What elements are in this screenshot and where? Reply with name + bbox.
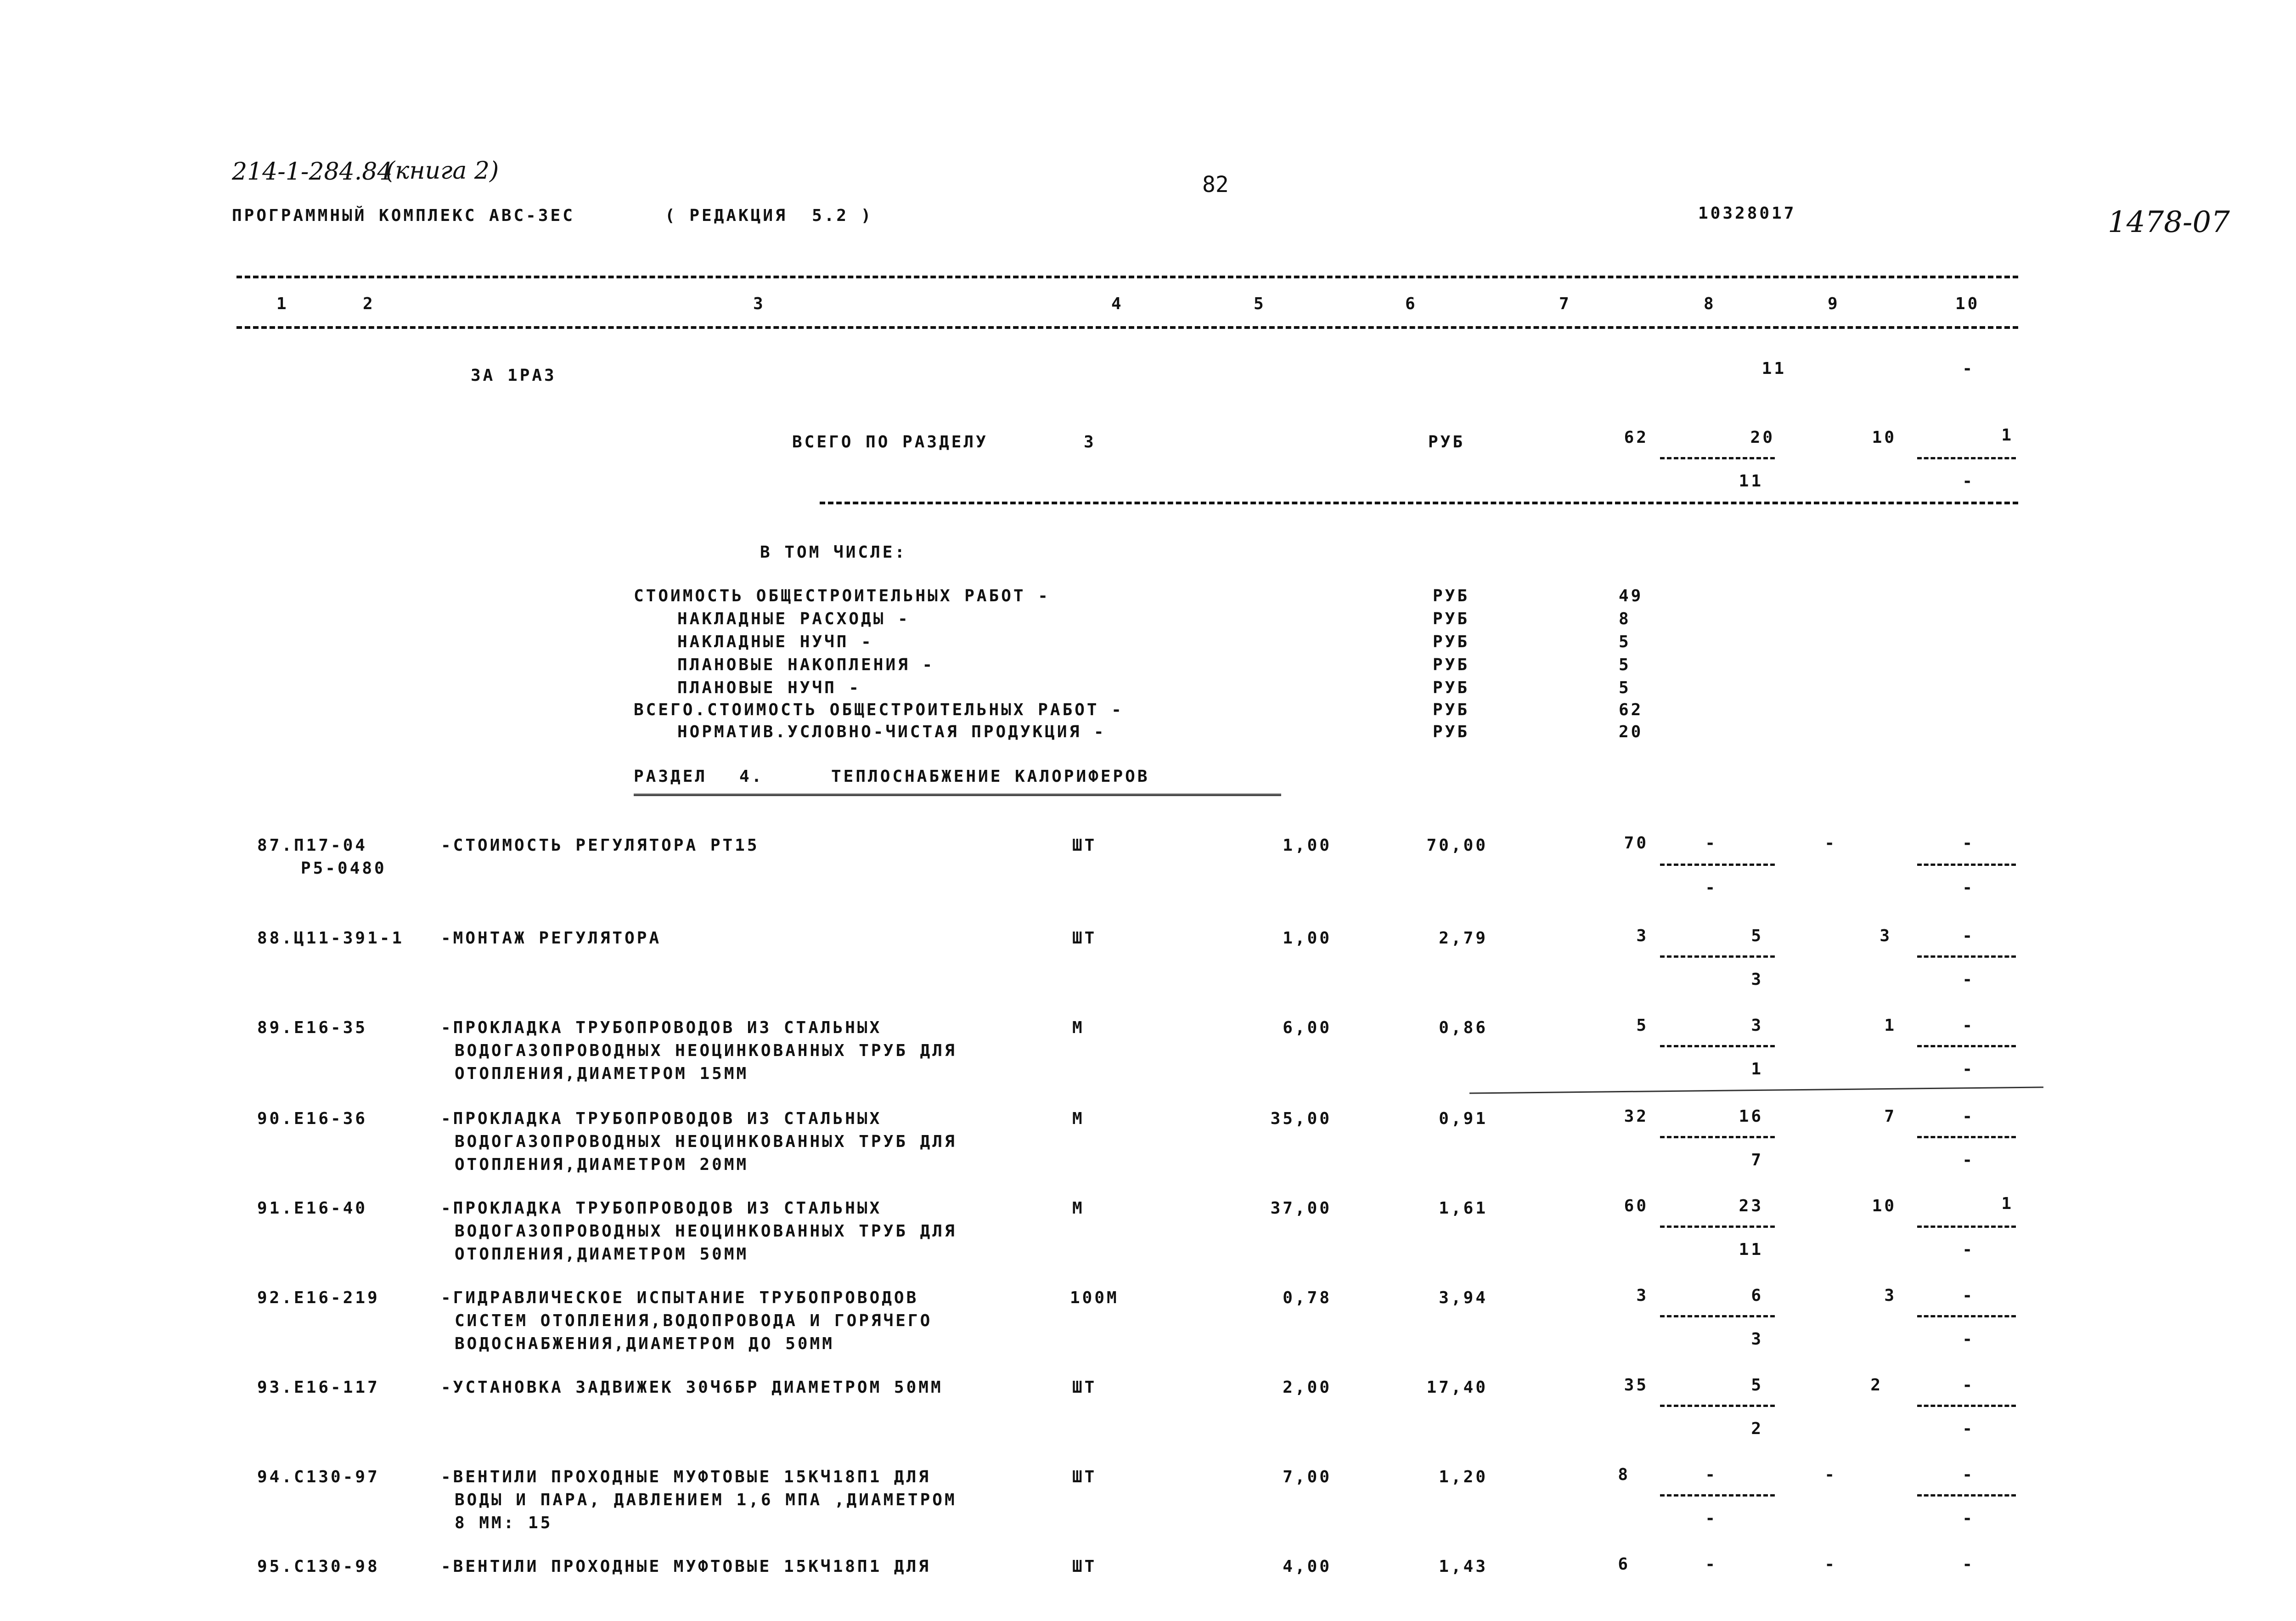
item-col8-bottom: - <box>1705 1509 1717 1528</box>
item-description: -МОНТАЖ РЕГУЛЯТОРА <box>441 929 662 948</box>
item-description: ОТОПЛЕНИЯ,ДИАМЕТРОМ 15ММ <box>455 1064 749 1083</box>
item-code: 95.С130-98 <box>257 1557 380 1576</box>
item-col8-fraction-line <box>1660 1494 1775 1497</box>
item-unit-price: 70,00 <box>1426 836 1488 855</box>
breakdown-label: НАКЛАДНЫЕ НУЧП - <box>677 633 873 651</box>
breakdown-label: СТОИМОСТЬ ОБЩЕСТРОИТЕЛЬНЫХ РАБОТ - <box>634 587 1050 605</box>
item-col8-fraction-line <box>1660 1405 1775 1407</box>
item-unit: ШТ <box>1072 929 1097 948</box>
item-description: -СТОИМОСТЬ РЕГУЛЯТОРА РТ15 <box>441 836 760 855</box>
item-description: -ГИДРАВЛИЧЕСКОЕ ИСПЫТАНИЕ ТРУБОПРОВОДОВ <box>441 1288 919 1307</box>
section-total-col8-fraction-line <box>1660 457 1775 459</box>
handwritten-stroke <box>1469 1086 2043 1094</box>
item-description: ВОДОГАЗОПРОВОДНЫХ НЕОЦИНКОВАННЫХ ТРУБ ДЛЯ <box>455 1132 957 1151</box>
item-col7: 8 <box>1618 1465 1630 1484</box>
item-quantity: 6,00 <box>1283 1018 1332 1037</box>
item-code: 93.Е16-117 <box>257 1378 380 1397</box>
item-col8-top: 16 <box>1739 1107 1763 1126</box>
item-col10-top: - <box>1962 1376 1975 1395</box>
item-col8-bottom: 1 <box>1751 1060 1763 1079</box>
item-col8-top: 23 <box>1739 1197 1763 1215</box>
item-description: ОТОПЛЕНИЯ,ДИАМЕТРОМ 20ММ <box>455 1155 749 1174</box>
section-label: РАЗДЕЛ <box>634 767 708 786</box>
item-description: СИСТЕМ ОТОПЛЕНИЯ,ВОДОПРОВОДА И ГОРЯЧЕГО <box>455 1311 933 1330</box>
item-col10-top: 1 <box>2001 1194 2014 1213</box>
header-rule-bottom <box>236 326 2018 329</box>
item-col10-fraction-line <box>1917 1226 2016 1228</box>
item-unit: ШТ <box>1072 1468 1097 1486</box>
item-description: 8 ММ: 15 <box>455 1514 553 1532</box>
item-col10-fraction-line <box>1917 1494 2016 1497</box>
item-quantity: 2,00 <box>1283 1378 1332 1397</box>
item-col8-bottom: 3 <box>1751 1330 1763 1349</box>
item-quantity: 37,00 <box>1270 1199 1332 1218</box>
breakdown-value: 20 <box>1619 723 1643 741</box>
item-code-secondary: Р5-0480 <box>301 859 387 878</box>
item-col9: 1 <box>1884 1016 1896 1035</box>
breakdown-title: В ТОМ ЧИСЛЕ: <box>760 543 907 562</box>
item-description: ВОДЫ И ПАРА, ДАВЛЕНИЕМ 1,6 МПА ,ДИАМЕТРОМ <box>455 1491 957 1509</box>
item-col10-fraction-line <box>1917 955 2016 958</box>
edition-label: ( РЕДАКЦИЯ 5.2 ) <box>665 206 873 225</box>
section-title-underline <box>634 794 1281 799</box>
item-unit-price: 3,94 <box>1439 1288 1488 1307</box>
breakdown-unit: РУБ <box>1433 700 1470 719</box>
breakdown-value: 49 <box>1619 587 1643 605</box>
section-total-col8-bottom: 11 <box>1739 472 1763 491</box>
item-quantity: 1,00 <box>1283 929 1332 948</box>
breakdown-unit: РУБ <box>1433 655 1470 674</box>
handwritten-stamp: 1478-07 <box>2108 205 2230 239</box>
breakdown-unit: РУБ <box>1433 633 1470 651</box>
header-rule-top <box>236 276 2018 278</box>
item-col10-top: - <box>1962 926 1975 945</box>
item-col7: 60 <box>1624 1197 1649 1215</box>
column-number: 6 <box>1405 294 1418 313</box>
breakdown-unit: РУБ <box>1433 587 1470 605</box>
column-number: 4 <box>1111 294 1124 313</box>
item-col7: 32 <box>1624 1107 1649 1126</box>
item-col7: 35 <box>1624 1376 1649 1395</box>
item-unit: М <box>1072 1018 1085 1037</box>
item-unit: ШТ <box>1072 1557 1097 1576</box>
breakdown-value: 8 <box>1619 610 1631 628</box>
column-number: 10 <box>1955 294 1980 313</box>
item-description: -ВЕНТИЛИ ПРОХОДНЫЕ МУФТОВЫЕ 15КЧ18П1 ДЛЯ <box>441 1557 931 1576</box>
page-number: 82 <box>1202 172 1229 198</box>
program-name: ПРОГРАММНЫЙ КОМПЛЕКС АВС-ЗЕС <box>232 206 575 225</box>
item-col9: - <box>1824 1465 1837 1484</box>
column-number: 1 <box>276 294 289 313</box>
item-col8-top: - <box>1705 1465 1717 1484</box>
item-description: ВОДОГАЗОПРОВОДНЫХ НЕОЦИНКОВАННЫХ ТРУБ ДЛЯ <box>455 1041 957 1060</box>
item-col10-top: - <box>1962 1465 1975 1484</box>
item-col7: 70 <box>1624 834 1649 853</box>
column-number: 8 <box>1704 294 1716 313</box>
item-unit-price: 1,20 <box>1439 1468 1488 1486</box>
item-col8-fraction-line <box>1660 1045 1775 1047</box>
section-total-rule <box>820 502 2018 504</box>
breakdown-label: ВСЕГО.СТОИМОСТЬ ОБЩЕСТРОИТЕЛЬНЫХ РАБОТ - <box>634 700 1124 719</box>
item-code: 88.Ц11-391-1 <box>257 929 405 948</box>
item-col10-fraction-line <box>1917 1136 2016 1138</box>
item-col8-top: - <box>1705 1555 1717 1574</box>
item-code: 94.С130-97 <box>257 1468 380 1486</box>
item-col10-bottom: - <box>1962 878 1975 897</box>
item-col8-bottom: 7 <box>1751 1151 1763 1169</box>
item-col10-top: - <box>1962 1107 1975 1126</box>
item-col9: - <box>1824 1555 1837 1574</box>
item-unit: М <box>1072 1109 1085 1128</box>
column-number: 9 <box>1828 294 1840 313</box>
item-description: -ПРОКЛАДКА ТРУБОПРОВОДОВ ИЗ СТАЛЬНЫХ <box>441 1109 882 1128</box>
item-quantity: 1,00 <box>1283 836 1332 855</box>
item-description: -ВЕНТИЛИ ПРОХОДНЫЕ МУФТОВЫЕ 15КЧ18П1 ДЛЯ <box>441 1468 931 1486</box>
item-col7: 5 <box>1636 1016 1649 1035</box>
item-col10-bottom: - <box>1962 1330 1975 1349</box>
item-unit: 100М <box>1070 1288 1119 1307</box>
item-col9: 3 <box>1880 926 1892 945</box>
column-number: 7 <box>1559 294 1571 313</box>
book-note: (книга 2) <box>386 157 499 185</box>
section-total-col10-fraction-line <box>1917 457 2016 459</box>
item-col8-bottom: 3 <box>1751 970 1763 989</box>
item-code: 92.Е16-219 <box>257 1288 380 1307</box>
section-title: ТЕПЛОСНАБЖЕНИЕ КАЛОРИФЕРОВ <box>831 767 1150 786</box>
item-col8-bottom: 11 <box>1739 1240 1763 1259</box>
item-code: 91.Е16-40 <box>257 1199 368 1218</box>
item-col9: 7 <box>1884 1107 1896 1126</box>
za-1raz-col8: 11 <box>1761 359 1786 378</box>
item-col8-top: - <box>1705 834 1717 853</box>
item-quantity: 35,00 <box>1270 1109 1332 1128</box>
item-code: 87.П17-04 <box>257 836 368 855</box>
item-description: -ПРОКЛАДКА ТРУБОПРОВОДОВ ИЗ СТАЛЬНЫХ <box>441 1018 882 1037</box>
document-reference: 214-1-284.84 <box>232 158 393 186</box>
za-1raz-label: ЗА 1РАЗ <box>471 366 557 385</box>
section-total-number: 3 <box>1084 433 1096 452</box>
item-col8-fraction-line <box>1660 955 1775 958</box>
item-col8-top: 5 <box>1751 926 1763 945</box>
item-unit: ШТ <box>1072 1378 1097 1397</box>
item-unit: М <box>1072 1199 1085 1218</box>
item-description: ВОДОСНАБЖЕНИЯ,ДИАМЕТРОМ ДО 50ММ <box>455 1334 834 1353</box>
item-unit-price: 0,91 <box>1439 1109 1488 1128</box>
section-total-col8-top: 20 <box>1750 428 1775 447</box>
section-total-label: ВСЕГО ПО РАЗДЕЛУ <box>792 433 988 452</box>
section-total-unit: РУБ <box>1428 433 1465 452</box>
item-col9: 3 <box>1884 1286 1896 1305</box>
item-col8-bottom: - <box>1705 878 1717 897</box>
item-col8-fraction-line <box>1660 1226 1775 1228</box>
breakdown-unit: РУБ <box>1433 610 1470 628</box>
item-col10-top: - <box>1962 1016 1975 1035</box>
breakdown-label: НОРМАТИВ.УСЛОВНО-ЧИСТАЯ ПРОДУКЦИЯ - <box>677 723 1106 741</box>
za-1raz-col10: - <box>1962 359 1975 378</box>
item-description: -УСТАНОВКА ЗАДВИЖЕК 30Ч6БР ДИАМЕТРОМ 50ММ <box>441 1378 943 1397</box>
item-col10-fraction-line <box>1917 864 2016 866</box>
column-number: 3 <box>753 294 765 313</box>
item-unit-price: 1,61 <box>1439 1199 1488 1218</box>
column-number: 2 <box>363 294 375 313</box>
item-col7: 3 <box>1636 926 1649 945</box>
item-unit-price: 1,43 <box>1439 1557 1488 1576</box>
item-col8-fraction-line <box>1660 1315 1775 1317</box>
item-unit-price: 2,79 <box>1439 929 1488 948</box>
item-col9: 2 <box>1870 1376 1883 1395</box>
item-col10-bottom: - <box>1962 1240 1975 1259</box>
item-unit: ШТ <box>1072 836 1097 855</box>
document-code: 10328017 <box>1698 204 1796 223</box>
item-col10-fraction-line <box>1917 1045 2016 1047</box>
breakdown-value: 5 <box>1619 633 1631 651</box>
item-col10-fraction-line <box>1917 1405 2016 1407</box>
item-col8-bottom: 2 <box>1751 1419 1763 1438</box>
item-col10-bottom: - <box>1962 1151 1975 1169</box>
item-quantity: 0,78 <box>1283 1288 1332 1307</box>
item-unit-price: 0,86 <box>1439 1018 1488 1037</box>
item-col10-top: - <box>1962 1286 1975 1305</box>
item-col10-top: - <box>1962 834 1975 853</box>
item-col9: - <box>1824 834 1837 853</box>
breakdown-label: ПЛАНОВЫЕ НАКОПЛЕНИЯ - <box>677 655 935 674</box>
breakdown-unit: РУБ <box>1433 723 1470 741</box>
item-col8-top: 5 <box>1751 1376 1763 1395</box>
item-code: 90.Е16-36 <box>257 1109 368 1128</box>
breakdown-label: ПЛАНОВЫЕ НУЧП - <box>677 678 861 697</box>
item-col10-fraction-line <box>1917 1315 2016 1317</box>
item-col8-fraction-line <box>1660 1136 1775 1138</box>
item-col10-top: - <box>1962 1555 1975 1574</box>
item-col9: 10 <box>1872 1197 1896 1215</box>
item-description: ОТОПЛЕНИЯ,ДИАМЕТРОМ 50ММ <box>455 1245 749 1264</box>
breakdown-label: НАКЛАДНЫЕ РАСХОДЫ - <box>677 610 910 628</box>
item-col7: 3 <box>1636 1286 1649 1305</box>
section-number: 4. <box>739 767 764 786</box>
section-total-col9: 10 <box>1872 428 1896 447</box>
section-total-col7: 62 <box>1624 428 1649 447</box>
item-code: 89.Е16-35 <box>257 1018 368 1037</box>
section-total-col10-bottom: - <box>1962 472 1975 491</box>
item-col8-fraction-line <box>1660 864 1775 866</box>
breakdown-value: 5 <box>1619 655 1631 674</box>
column-number: 5 <box>1254 294 1266 313</box>
item-col10-bottom: - <box>1962 1509 1975 1528</box>
item-col10-bottom: - <box>1962 1419 1975 1438</box>
item-quantity: 7,00 <box>1283 1468 1332 1486</box>
breakdown-unit: РУБ <box>1433 678 1470 697</box>
item-description: ВОДОГАЗОПРОВОДНЫХ НЕОЦИНКОВАННЫХ ТРУБ ДЛЯ <box>455 1222 957 1241</box>
section-total-col10-top: 1 <box>2001 426 2014 445</box>
item-description: -ПРОКЛАДКА ТРУБОПРОВОДОВ ИЗ СТАЛЬНЫХ <box>441 1199 882 1218</box>
item-col7: 6 <box>1618 1555 1630 1574</box>
item-quantity: 4,00 <box>1283 1557 1332 1576</box>
breakdown-value: 62 <box>1619 700 1643 719</box>
item-col8-top: 3 <box>1751 1016 1763 1035</box>
item-col8-top: 6 <box>1751 1286 1763 1305</box>
breakdown-value: 5 <box>1619 678 1631 697</box>
item-col10-bottom: - <box>1962 970 1975 989</box>
item-col10-bottom: - <box>1962 1060 1975 1079</box>
item-unit-price: 17,40 <box>1426 1378 1488 1397</box>
